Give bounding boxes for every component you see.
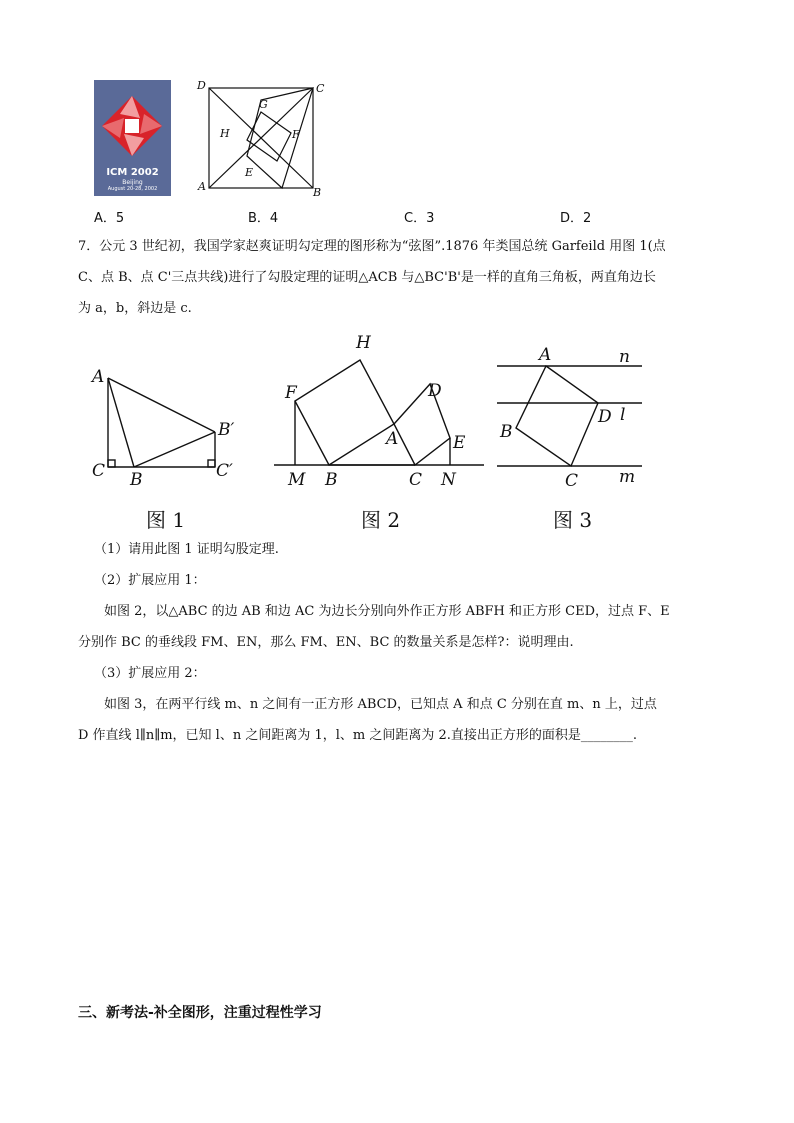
fig3-label-b: B — [500, 422, 513, 442]
option-c: C．3 — [404, 211, 435, 226]
figure-3 — [494, 340, 644, 490]
section-3-heading: 三、新考法-补全图形，注重过程性学习 — [78, 1005, 322, 1021]
square-label-h: H — [220, 127, 230, 140]
fig2-label-h: H — [356, 333, 371, 353]
part-3-line2: D 作直线 l∥n∥m，已知 l、n 之间距离为 1，l、m 之间距离为 2.直接出正方形的面积是________. — [78, 728, 638, 743]
square-label-g: G — [259, 98, 268, 111]
icm-2002-logo — [94, 80, 171, 196]
fig1-label-b-prime: B′ — [218, 420, 235, 440]
fig2-label-b: B — [325, 470, 338, 490]
logo-dates: August 20-28, 2002 — [107, 186, 158, 192]
square-label-e: E — [245, 166, 254, 179]
part-2-line2: 分别作 BC 的垂线段 FM、EN，那么 FM、EN、BC 的数量关系是怎样?：说明理由. — [78, 635, 574, 650]
square-label-c: C — [316, 82, 325, 95]
fig2-label-d: D — [428, 381, 442, 401]
logo-title: ICM 2002 — [106, 167, 159, 178]
part-2-title: （2）扩展应用 1： — [94, 573, 206, 588]
figure-1-caption: 图 1 — [146, 508, 186, 532]
fig1-label-c-prime: C′ — [216, 461, 233, 481]
square-label-d: D — [197, 79, 206, 92]
fig3-label-n: n — [619, 347, 630, 367]
option-b: B．4 — [248, 211, 279, 226]
figure-2 — [272, 328, 487, 493]
option-a: A．5 — [94, 211, 125, 226]
figure-1 — [88, 360, 248, 490]
square-label-a: A — [198, 180, 206, 193]
figure-2-caption: 图 2 — [361, 508, 401, 532]
part-2-line1: 如图 2，以△ABC 的边 AB 和边 AC 为边长分别向外作正方形 ABFH 和正方形 CED，过点 F、E — [104, 604, 670, 619]
fig3-label-a: A — [539, 345, 552, 365]
part-3-title: （3）扩展应用 2： — [94, 666, 206, 681]
option-d: D．2 — [560, 211, 592, 226]
fig2-label-f: F — [285, 383, 297, 403]
q7-line2: C、点 B、点 C'三点共线)进行了勾股定理的证明△ACB 与△BC'B'是一样的直角三角板，两直角边长 — [78, 270, 656, 285]
fig3-label-l: l — [620, 405, 626, 425]
square-label-f: F — [292, 128, 300, 141]
fig2-label-a: A — [386, 429, 399, 449]
logo-city: Beijing — [122, 179, 143, 186]
fig2-label-e: E — [453, 433, 466, 453]
fig3-label-m: m — [619, 467, 636, 487]
figure-3-caption: 图 3 — [553, 508, 593, 532]
q7-line3: 为 a，b，斜边是 c. — [78, 301, 192, 316]
q7-line1: 7．公元 3 世纪初，我国学家赵爽证明勾定理的图形称为“弦图”.1876 年类国总统 Garfeild 用图 1(点 — [78, 239, 666, 254]
fig2-label-c: C — [409, 470, 423, 490]
part-1: （1）请用此图 1 证明勾股定理. — [94, 542, 279, 557]
square-label-b: B — [313, 186, 322, 199]
part-3-line1: 如图 3，在两平行线 m、n 之间有一正方形 ABCD，已知点 A 和点 C 分别在直 m、n 上，过点 — [104, 697, 657, 712]
square-diagram — [195, 78, 330, 200]
fig1-label-c: C — [92, 461, 106, 481]
fig2-label-m: M — [288, 470, 306, 490]
fig3-label-c: C — [565, 471, 579, 490]
fig1-label-b: B — [130, 470, 143, 490]
fig2-label-n: N — [441, 470, 456, 490]
fig1-label-a: A — [92, 367, 105, 387]
fig3-label-d: D — [598, 407, 612, 427]
